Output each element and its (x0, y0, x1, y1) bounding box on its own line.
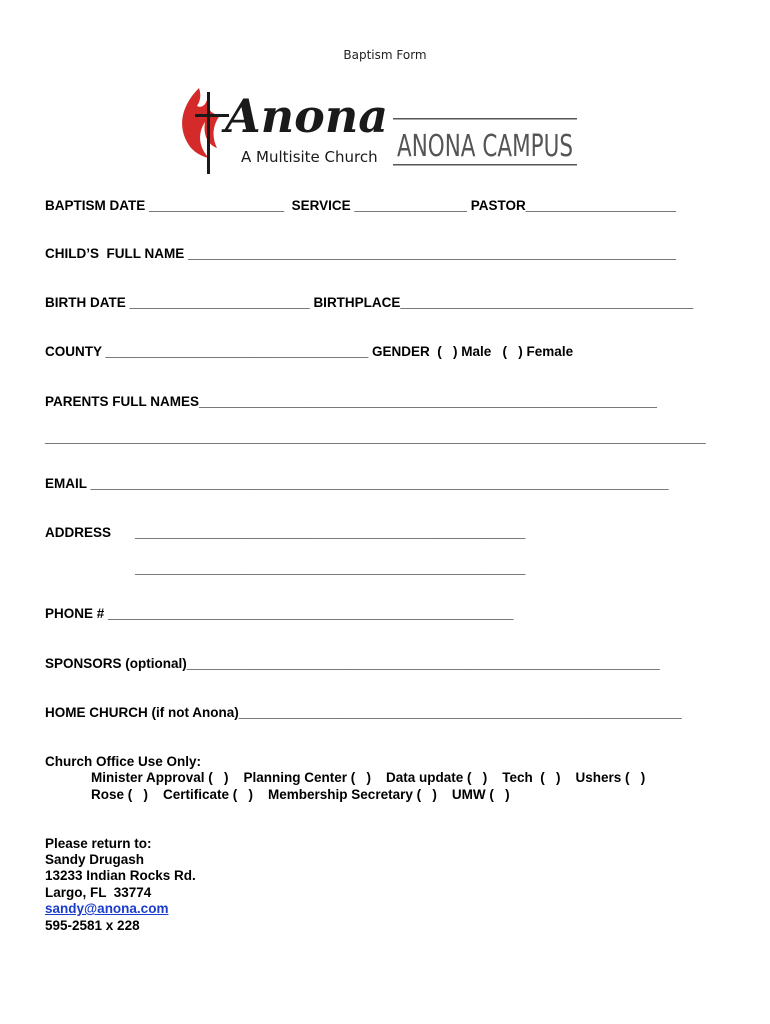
return-name: Sandy Drugash (45, 852, 145, 867)
office-use-checkboxes-row-2[interactable]: Rose ( ) Certificate ( ) Membership Secretary ( ) UMW ( ) (91, 787, 510, 802)
email-line[interactable]: EMAIL _____________________________________________________________________________ (45, 476, 669, 491)
church-tagline: A Multisite Church (240, 148, 378, 166)
child-full-name-line[interactable]: CHILD’S FULL NAME _________________________________________________________________ (45, 246, 677, 261)
office-use-heading: Church Office Use Only: (45, 754, 202, 769)
home-church-line[interactable]: HOME CHURCH (if not Anona)___________________________________________________________ (45, 705, 682, 720)
parents-continuation-line[interactable]: ________________________________________________________________________________________ (45, 430, 706, 445)
parents-full-names-line[interactable]: PARENTS FULL NAMES_____________________________________________________________ (45, 394, 657, 409)
return-email-link[interactable]: sandy@anona.com (45, 901, 169, 916)
page-title: Baptism Form (343, 48, 427, 62)
flame-icon (182, 88, 221, 158)
phone-line[interactable]: PHONE # ______________________________________________________ (45, 606, 514, 621)
sponsors-line[interactable]: SPONSORS (optional)_______________________________________________________________ (45, 656, 660, 671)
campus-name: ANONA CAMPUS (396, 129, 573, 164)
baptism-date-service-pastor-line[interactable]: BAPTISM DATE __________________ SERVICE _______________ PASTOR____________________ (45, 198, 676, 213)
return-street: 13233 Indian Rocks Rd. (45, 868, 196, 883)
return-to-heading: Please return to: (45, 836, 152, 851)
return-phone: 595-2581 x 228 (45, 918, 140, 933)
address-line-1[interactable]: ____________________________________________________ (135, 525, 526, 540)
address-label: ADDRESS (45, 525, 112, 540)
address-line-2[interactable]: ____________________________________________________ (135, 561, 526, 576)
office-use-checkboxes-row-1[interactable]: Minister Approval ( ) Planning Center ( ) Data update ( ) Tech ( ) Ushers ( ) (91, 770, 646, 785)
county-gender-line[interactable]: COUNTY ___________________________________ GENDER ( ) Male ( ) Female (45, 344, 574, 359)
church-logo (168, 68, 578, 166)
return-city: Largo, FL 33774 (45, 885, 152, 900)
birth-date-birthplace-line[interactable]: BIRTH DATE ________________________ BIRTHPLACE_______________________________________ (45, 295, 694, 310)
church-name: Anona (224, 89, 388, 143)
cross-icon (207, 92, 210, 174)
